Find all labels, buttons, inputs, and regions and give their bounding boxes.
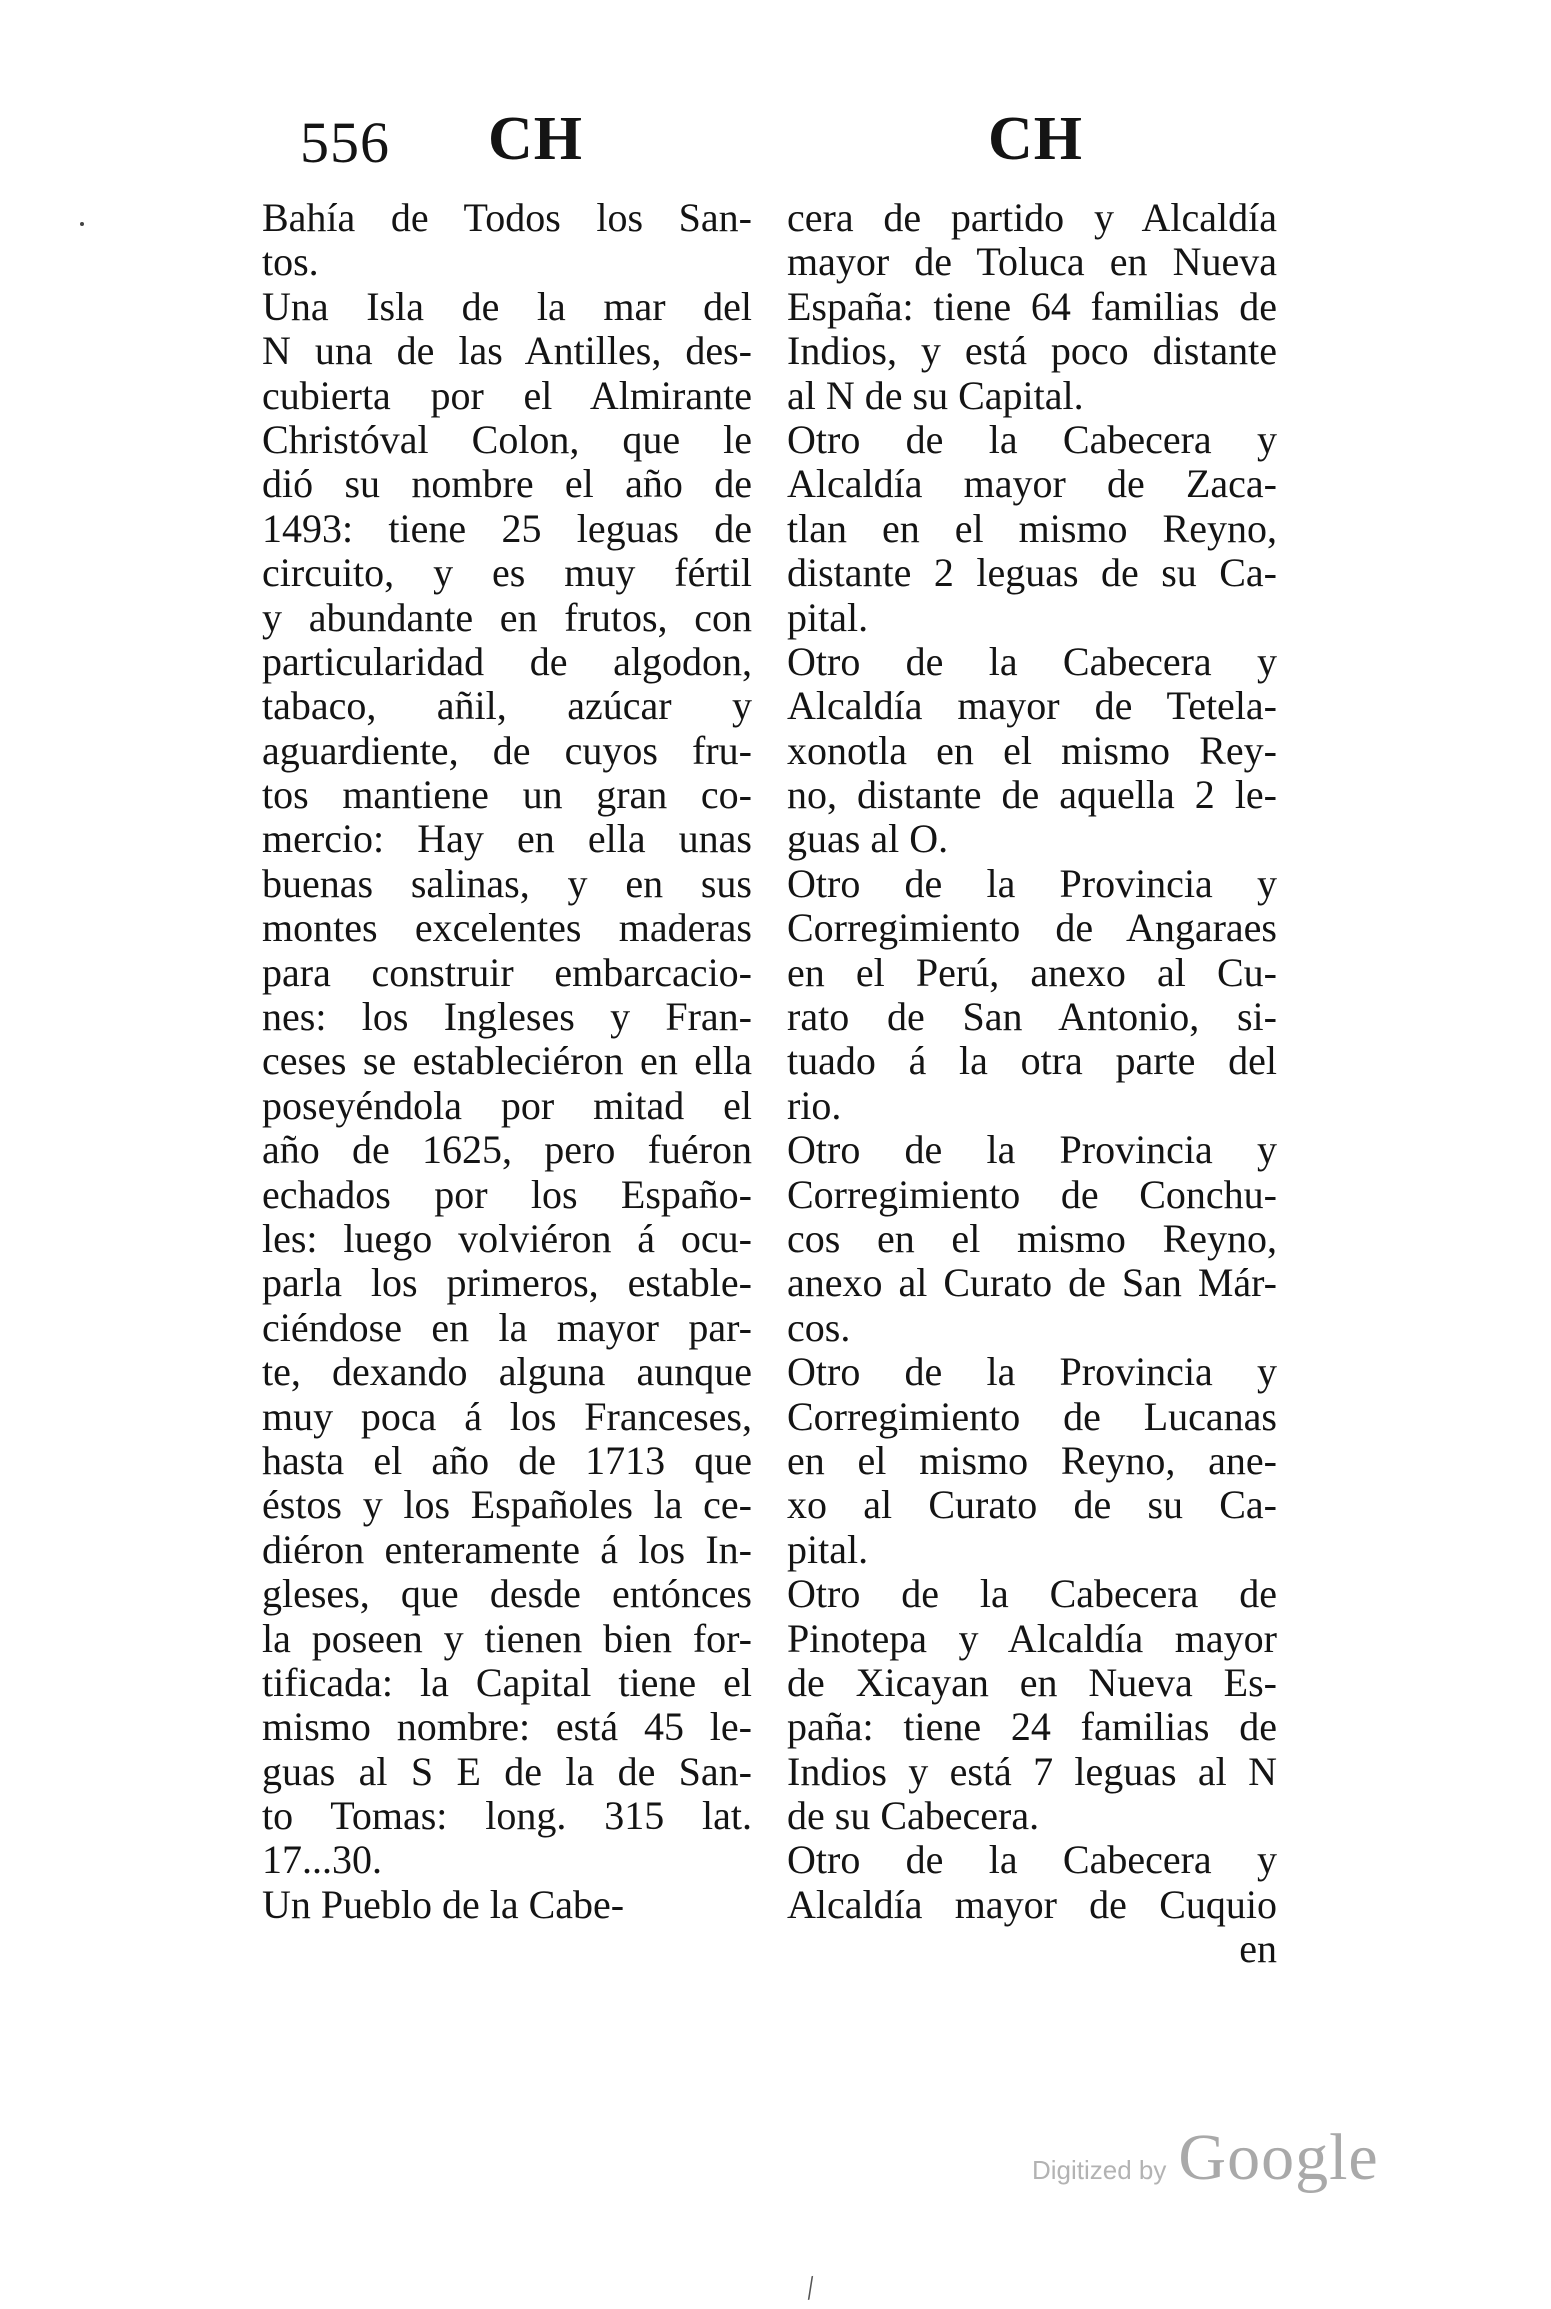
text-line: Alcaldía mayor de Zaca- xyxy=(787,462,1277,507)
text-line: circuito, y es muy fértil xyxy=(262,551,752,596)
digitized-by-label: Digitized by xyxy=(1032,2155,1167,2185)
text-line: te, dexando alguna aunque xyxy=(262,1350,752,1395)
scan-mark: / xyxy=(802,2269,819,2308)
text-line: pital. xyxy=(787,595,869,640)
text-line: echados por los Españo- xyxy=(262,1172,752,1217)
left-text-column xyxy=(262,196,752,1927)
text-line: Otro de la Provincia y xyxy=(787,1128,1277,1173)
text-line: cos. xyxy=(787,1305,851,1350)
text-line: Otro de la Cabecera de xyxy=(787,1572,1277,1617)
text-line: tos mantiene un gran co- xyxy=(262,773,752,818)
text-line: Otro de la Cabecera y xyxy=(787,639,1277,684)
text-line: anexo al Curato de San Már- xyxy=(787,1261,1277,1306)
text-line: Bahía de Todos los San- xyxy=(262,196,752,240)
text-line: tabaco, añil, azúcar y xyxy=(262,684,752,729)
text-line: cos en el mismo Reyno, xyxy=(787,1216,1277,1261)
text-line: en xyxy=(1239,1927,1277,1972)
text-line: Christóval Colon, que le xyxy=(262,417,752,462)
text-line: en el Perú, anexo al Cu- xyxy=(787,950,1277,995)
text-line: no, distante de aquella 2 le- xyxy=(787,773,1277,818)
text-line: pital. xyxy=(787,1527,869,1572)
text-line: tlan en el mismo Reyno, xyxy=(787,506,1277,551)
text-line: al N de su Capital. xyxy=(787,373,1084,418)
text-line: rato de San Antonio, si- xyxy=(787,995,1277,1040)
text-line: Una Isla de la mar del xyxy=(262,284,752,329)
text-line: Corregimiento de Conchu- xyxy=(787,1172,1277,1217)
text-line: to Tomas: long. 315 lat. xyxy=(262,1794,752,1839)
text-line: ceses se estableciéron en ella xyxy=(262,1039,752,1084)
text-line: nes: los Ingleses y Fran- xyxy=(262,995,752,1040)
text-line: en el mismo Reyno, ane- xyxy=(787,1438,1277,1483)
text-line: cera de partido y Alcaldía xyxy=(787,196,1277,240)
text-line: Otro de la Cabecera y xyxy=(787,1838,1277,1883)
text-line: España: tiene 64 familias de xyxy=(787,284,1277,329)
text-line: Pinotepa y Alcaldía mayor xyxy=(787,1616,1277,1661)
text-line: xonotla en el mismo Rey- xyxy=(787,728,1277,773)
text-line: éstos y los Españoles la ce- xyxy=(262,1483,752,1528)
text-line: año de 1625, pero fuéron xyxy=(262,1128,752,1173)
text-line: buenas salinas, y en sus xyxy=(262,861,752,906)
text-line: guas al O. xyxy=(787,817,949,862)
text-line: aguardiente, de cuyos fru- xyxy=(262,728,752,773)
digitization-watermark xyxy=(1032,2120,1379,2196)
text-line: tificada: la Capital tiene el xyxy=(262,1660,752,1705)
text-line: ciéndose en la mayor par- xyxy=(262,1305,752,1350)
text-line: de Xicayan en Nueva Es- xyxy=(787,1660,1277,1705)
margin-speck xyxy=(80,222,84,226)
text-line: muy poca á los Franceses, xyxy=(262,1394,752,1439)
text-line: mercio: Hay en ella unas xyxy=(262,817,752,862)
text-line: guas al S E de la de San- xyxy=(262,1749,752,1794)
text-line: mayor de Toluca en Nueva xyxy=(787,240,1277,285)
text-line: parla los primeros, estable- xyxy=(262,1261,752,1306)
text-line: Alcaldía mayor de Tetela- xyxy=(787,684,1277,729)
text-line: y abundante en frutos, con xyxy=(262,595,752,640)
text-line: tos. xyxy=(262,240,319,285)
page-number: 556 xyxy=(300,110,390,175)
running-head-left: CH xyxy=(488,105,583,173)
text-line: dió su nombre el año de xyxy=(262,462,752,507)
text-line: hasta el año de 1713 que xyxy=(262,1438,752,1483)
text-line: diéron enteramente á los In- xyxy=(262,1527,752,1572)
text-line: distante 2 leguas de su Ca- xyxy=(787,551,1277,596)
text-line: Indios y está 7 leguas al N xyxy=(787,1749,1277,1794)
text-line: Otro de la Provincia y xyxy=(787,861,1277,906)
text-line: Otro de la Provincia y xyxy=(787,1350,1277,1395)
text-line: Otro de la Cabecera y xyxy=(787,417,1277,462)
text-line: paña: tiene 24 familias de xyxy=(787,1705,1277,1750)
text-line: montes excelentes maderas xyxy=(262,906,752,951)
text-line: la poseen y tienen bien for- xyxy=(262,1616,752,1661)
text-line: mismo nombre: está 45 le- xyxy=(262,1705,752,1750)
text-line: les: luego volviéron á ocu- xyxy=(262,1216,752,1261)
text-line: 17...30. xyxy=(262,1838,382,1883)
text-line: particularidad de algodon, xyxy=(262,639,752,684)
google-logo: Google xyxy=(1178,2121,1379,2194)
text-line: N una de las Antilles, des- xyxy=(262,329,752,374)
right-text-column xyxy=(787,196,1277,1972)
text-line: poseyéndola por mitad el xyxy=(262,1083,752,1128)
text-line: 1493: tiene 25 leguas de xyxy=(262,506,752,551)
text-line: tuado á la otra parte del xyxy=(787,1039,1277,1084)
text-line: Corregimiento de Angaraes xyxy=(787,906,1277,951)
running-head-right: CH xyxy=(988,105,1083,173)
text-line: Un Pueblo de la Cabe- xyxy=(262,1882,625,1927)
text-line: cubierta por el Almirante xyxy=(262,373,752,418)
text-line: rio. xyxy=(787,1083,842,1128)
text-line: Corregimiento de Lucanas xyxy=(787,1394,1277,1439)
text-line: gleses, que desde entónces xyxy=(262,1572,752,1617)
text-line: de su Cabecera. xyxy=(787,1794,1040,1839)
text-line: xo al Curato de su Ca- xyxy=(787,1483,1277,1528)
text-line: para construir embarcacio- xyxy=(262,950,752,995)
text-line: Indios, y está poco distante xyxy=(787,329,1277,374)
text-line: Alcaldía mayor de Cuquio xyxy=(787,1882,1277,1927)
